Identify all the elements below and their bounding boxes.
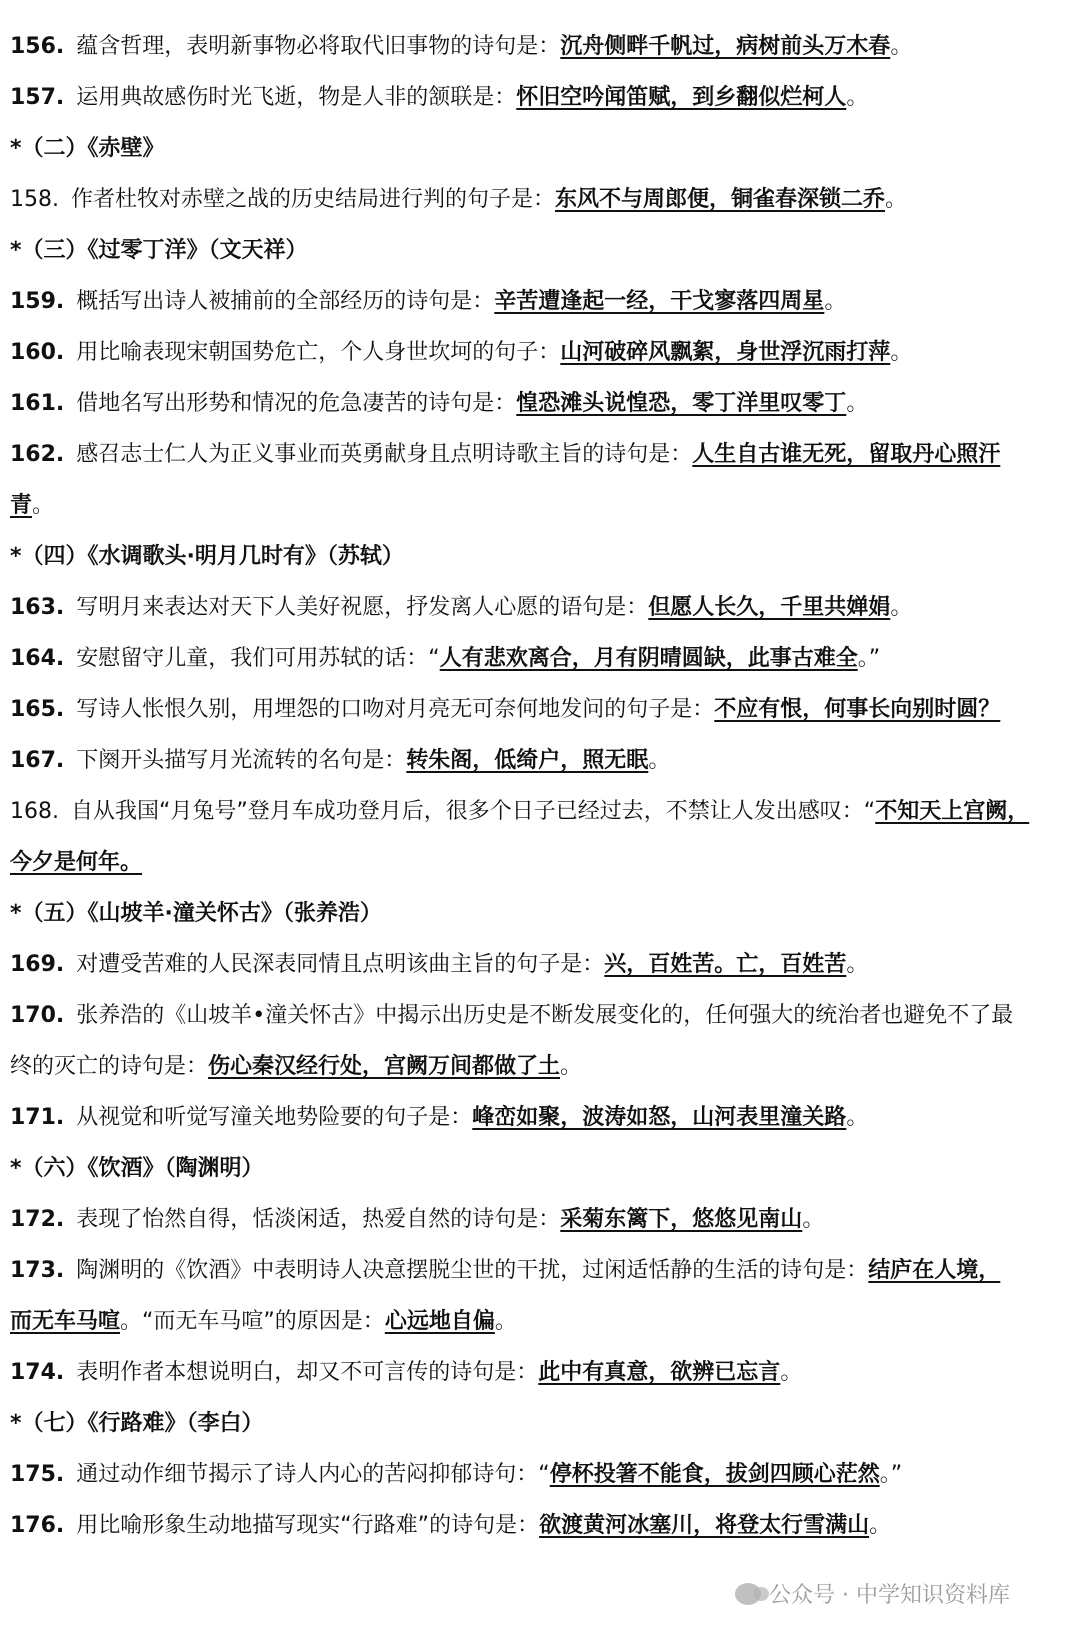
answer-text: 人有悲欢离合，月有阴晴圆缺，此事古难全 — [439, 646, 858, 671]
answer-text: 欲渡黄河冰塞川，将登太行雪满山 — [539, 1513, 870, 1538]
item-number: 156. — [10, 34, 65, 59]
item-number: 174. — [10, 1360, 65, 1385]
item-number: 171. — [10, 1105, 65, 1130]
item-number: 161. — [10, 391, 65, 416]
question-text: 从视觉和听觉写潼关地势险要的句子是： — [76, 1105, 473, 1130]
question-text: 下阕开头描写月光流转的名句是： — [76, 748, 407, 773]
answer-text: 人生自古谁无死，留取丹心照汗 — [692, 442, 1001, 467]
question-text: 运用典故感伤时光飞逝，物是人非的颔联是： — [76, 85, 517, 110]
item-number: 172. — [10, 1207, 65, 1232]
item-168-continued — [10, 848, 1068, 878]
item-162 — [10, 440, 1068, 470]
punctuation: 。 — [802, 1207, 825, 1232]
punctuation: 。 — [890, 340, 913, 365]
item-156 — [10, 32, 1068, 62]
answer-text: 东风不与周郎便，铜雀春深锁二乔 — [555, 187, 886, 212]
item-160 — [10, 338, 1068, 368]
answer-text: 惶恐滩头说惶恐，零丁洋里叹零丁 — [516, 391, 847, 416]
section-heading-6: *（六）《饮酒》（陶渊明） — [10, 1156, 264, 1181]
item-168 — [10, 797, 1068, 827]
item-number: 175. — [10, 1462, 65, 1487]
answer-text: 青 — [10, 493, 33, 518]
punctuation: 。 — [560, 1054, 583, 1079]
item-number: 173. — [10, 1258, 65, 1283]
punctuation: 。 — [846, 391, 869, 416]
question-text: 用比喻形象生动地描写现实“行路难”的诗句是： — [76, 1513, 540, 1538]
item-number: 158. — [10, 187, 59, 212]
item-175 — [10, 1460, 1068, 1490]
question-text: 通过动作细节揭示了诗人内心的苦闷抑郁诗句：“ — [76, 1462, 550, 1487]
item-161 — [10, 389, 1068, 419]
answer-text: 采菊东篱下，悠悠见南山 — [560, 1207, 803, 1232]
item-170-continued — [10, 1052, 1068, 1082]
punctuation: 。 — [824, 289, 847, 314]
item-number: 157. — [10, 85, 65, 110]
question-text: 对遭受苦难的人民深表同情且点明该曲主旨的句子是： — [76, 952, 605, 977]
wechat-icon — [735, 1583, 761, 1605]
question-text: 写诗人怅恨久别，用埋怨的口吻对月亮无可奈何地发问的句子是： — [76, 697, 715, 722]
question-text: 借地名写出形势和情况的危急凄苦的诗句是： — [76, 391, 517, 416]
item-174 — [10, 1358, 1068, 1388]
question-text: 自从我国“月兔号”登月车成功登月后，很多个日子已经过去，不禁让人发出感叹：“ — [70, 799, 876, 824]
question-text: 概括写出诗人被捕前的全部经历的诗句是： — [76, 289, 495, 314]
answer-text: 兴，百姓苦。亡，百姓苦 — [604, 952, 847, 977]
punctuation: 。 — [846, 1105, 869, 1130]
question-text: 用比喻表现宋朝国势危亡，个人身世坎坷的句子： — [76, 340, 561, 365]
answer-text: 辛苦遭逢起一经，干戈寥落四周星 — [494, 289, 825, 314]
section-heading-5: *（五）《山坡羊·潼关怀古》（张养浩） — [10, 901, 382, 926]
section-heading-7: *（七）《行路难》（李白） — [10, 1411, 264, 1436]
item-number: 165. — [10, 697, 65, 722]
answer-text: 不应有恨，何事长向别时圆？ — [714, 697, 1001, 722]
item-158 — [10, 185, 1068, 215]
item-170 — [10, 1001, 1068, 1031]
question-text: 张养浩的《山坡羊•潼关怀古》中揭示出历史是不断发展变化的，任何强大的统治者也避免不了最 — [76, 1003, 1014, 1028]
item-169 — [10, 950, 1068, 980]
punctuation: 。 — [846, 85, 869, 110]
answer-text: 山河破碎风飘絮，身世浮沉雨打萍 — [560, 340, 891, 365]
punctuation: 。 — [494, 1309, 517, 1334]
answer-text: 沉舟侧畔千帆过，病树前头万木春 — [560, 34, 891, 59]
item-172 — [10, 1205, 1068, 1235]
item-176 — [10, 1511, 1068, 1541]
answer-text: 但愿人长久，千里共婵娟 — [648, 595, 891, 620]
section-heading-2: *（二）《赤壁》 — [10, 136, 165, 161]
item-number: 162. — [10, 442, 65, 467]
item-159 — [10, 287, 1068, 317]
answer-text: 此中有真意，欲辨已忘言 — [538, 1360, 781, 1385]
question-text: 。“而无车马喧”的原因是： — [120, 1309, 385, 1334]
watermark — [735, 1578, 1010, 1609]
item-173-continued — [10, 1307, 1068, 1337]
item-number: 160. — [10, 340, 65, 365]
answer-text: 今夕是何年。 — [10, 850, 143, 875]
punctuation: 。 — [885, 187, 908, 212]
punctuation: 。 — [846, 952, 869, 977]
item-number: 168. — [10, 799, 59, 824]
question-text: 表现了怡然自得，恬淡闲适，热爱自然的诗句是： — [76, 1207, 561, 1232]
question-text: 感召志士仁人为正义事业而英勇献身且点明诗歌主旨的诗句是： — [76, 442, 693, 467]
answer-text: 不知天上宫阙， — [875, 799, 1030, 824]
punctuation: 。 — [869, 1513, 892, 1538]
item-number: 169. — [10, 952, 65, 977]
answer-text: 停杯投箸不能食，拔剑四顾心茫然 — [549, 1462, 880, 1487]
item-167 — [10, 746, 1068, 776]
punctuation: 。” — [857, 646, 881, 671]
item-number: 176. — [10, 1513, 65, 1538]
punctuation: 。 — [890, 34, 913, 59]
item-165 — [10, 695, 1068, 725]
watermark-text: 公众号 · 中学知识资料库 — [769, 1583, 1010, 1608]
question-text: 终的灭亡的诗句是： — [10, 1054, 209, 1079]
punctuation: 。 — [780, 1360, 803, 1385]
section-heading-3: *（三）《过零丁洋》（文天祥） — [10, 238, 308, 263]
question-text: 安慰留守儿童，我们可用苏轼的话：“ — [76, 646, 440, 671]
item-number: 167. — [10, 748, 65, 773]
answer-text: 心远地自偏 — [384, 1309, 495, 1334]
punctuation: 。” — [879, 1462, 903, 1487]
answer-text: 伤心秦汉经行处，宫阙万间都做了土 — [208, 1054, 561, 1079]
punctuation: 。 — [648, 748, 671, 773]
answer-text: 怀旧空吟闻笛赋，到乡翻似烂柯人 — [516, 85, 847, 110]
question-text: 表明作者本想说明白，却又不可言传的诗句是： — [76, 1360, 539, 1385]
item-number: 159. — [10, 289, 65, 314]
answer-text: 转朱阁，低绮户，照无眠 — [406, 748, 649, 773]
question-text: 写明月来表达对天下人美好祝愿，抒发离人心愿的语句是： — [76, 595, 649, 620]
punctuation: 。 — [32, 493, 55, 518]
item-number: 164. — [10, 646, 65, 671]
punctuation: 。 — [890, 595, 913, 620]
answer-text: 而无车马喧 — [10, 1309, 121, 1334]
item-163 — [10, 593, 1068, 623]
question-text: 作者杜牧对赤壁之战的历史结局进行判的句子是： — [70, 187, 555, 212]
item-171 — [10, 1103, 1068, 1133]
item-173 — [10, 1256, 1068, 1286]
answer-text: 峰峦如聚，波涛如怒，山河表里潼关路 — [472, 1105, 847, 1130]
question-text: 陶渊明的《饮酒》中表明诗人决意摆脱尘世的干扰，过闲适恬静的生活的诗句是： — [76, 1258, 869, 1283]
item-162-continued — [10, 491, 1068, 521]
answer-text: 结庐在人境， — [868, 1258, 1001, 1283]
item-164 — [10, 644, 1068, 674]
item-number: 170. — [10, 1003, 65, 1028]
item-157 — [10, 83, 1068, 113]
item-number: 163. — [10, 595, 65, 620]
question-text: 蕴含哲理，表明新事物必将取代旧事物的诗句是： — [76, 34, 561, 59]
section-heading-4: *（四）《水调歌头·明月几时有》（苏轼） — [10, 544, 404, 569]
